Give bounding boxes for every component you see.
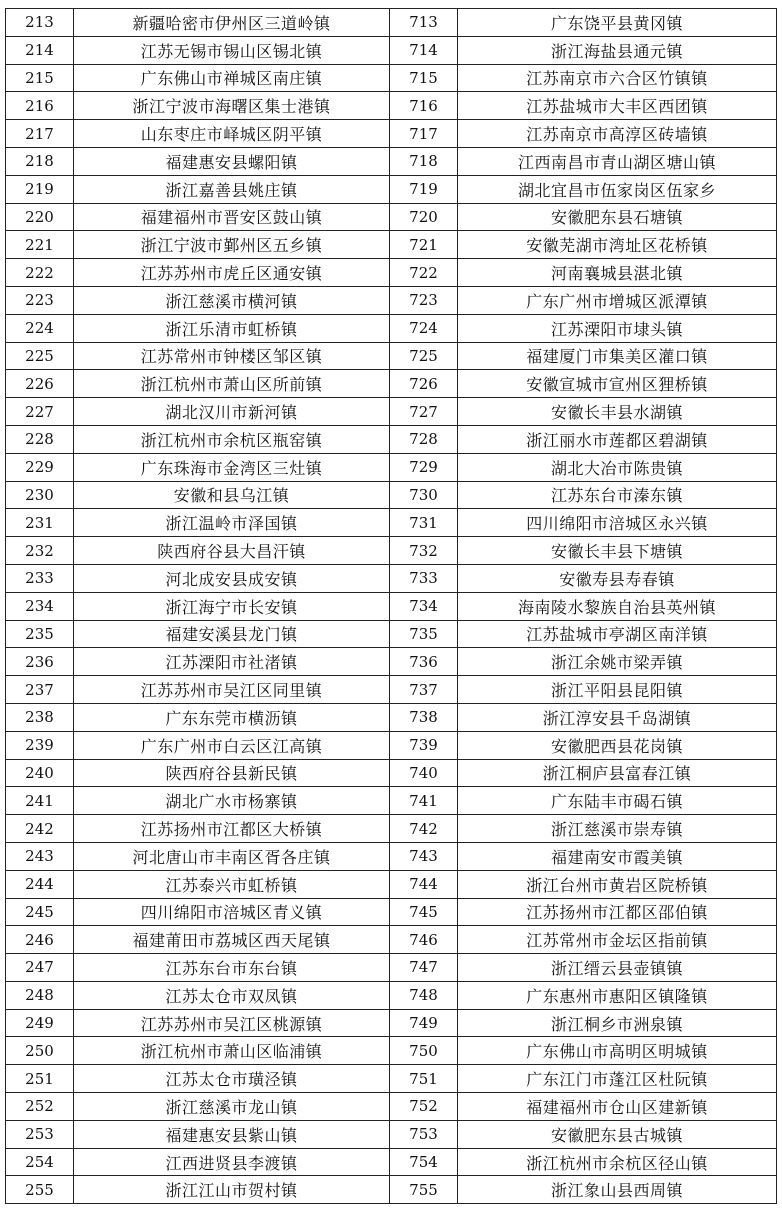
right-town-name-cell: 江苏溧阳市埭头镇 [458,314,777,342]
table-row [6,481,777,509]
right-town-name-cell: 湖北大冶市陈贵镇 [458,453,777,481]
left-rank-cell: 220 [6,203,74,231]
left-rank-cell: 255 [6,1176,74,1204]
left-rank-cell: 246 [6,926,74,954]
left-town-name-cell: 广东东莞市横沥镇 [74,703,390,731]
left-rank-cell: 213 [6,9,74,37]
right-rank-cell: 727 [390,398,458,426]
left-town-name-cell: 浙江温岭市泽国镇 [74,509,390,537]
right-rank-cell: 739 [390,731,458,759]
right-rank-cell: 725 [390,342,458,370]
left-town-name-cell: 福建惠安县螺阳镇 [74,147,390,175]
right-rank-cell: 747 [390,954,458,982]
table-row [6,648,777,676]
table-row [6,36,777,64]
table-row [6,731,777,759]
left-town-name-cell: 浙江杭州市萧山区所前镇 [74,370,390,398]
left-rank-cell: 236 [6,648,74,676]
right-rank-cell: 724 [390,314,458,342]
right-rank-cell: 716 [390,92,458,120]
left-rank-cell: 245 [6,898,74,926]
right-rank-cell: 729 [390,453,458,481]
left-town-name-cell: 福建莆田市荔城区西天尾镇 [74,926,390,954]
left-rank-cell: 217 [6,120,74,148]
right-town-name-cell: 江苏南京市高淳区砖墙镇 [458,120,777,148]
table-row [6,842,777,870]
right-town-name-cell: 浙江慈溪市崇寿镇 [458,815,777,843]
right-rank-cell: 714 [390,36,458,64]
right-town-name-cell: 江苏常州市金坛区指前镇 [458,926,777,954]
left-town-name-cell: 福建安溪县龙门镇 [74,620,390,648]
table-row [6,64,777,92]
right-rank-cell: 721 [390,231,458,259]
right-rank-cell: 728 [390,425,458,453]
left-town-name-cell: 江苏苏州市吴江区同里镇 [74,676,390,704]
table-row [6,509,777,537]
left-town-name-cell: 江苏苏州市吴江区桃源镇 [74,1009,390,1037]
left-rank-cell: 233 [6,564,74,592]
right-rank-cell: 722 [390,259,458,287]
left-rank-cell: 229 [6,453,74,481]
left-town-name-cell: 江苏无锡市锡山区锡北镇 [74,36,390,64]
left-rank-cell: 215 [6,64,74,92]
right-rank-cell: 719 [390,175,458,203]
table-row [6,314,777,342]
table-row [6,259,777,287]
table-row [6,425,777,453]
left-rank-cell: 218 [6,147,74,175]
left-rank-cell: 227 [6,398,74,426]
right-town-name-cell: 广东陆丰市碣石镇 [458,787,777,815]
right-rank-cell: 736 [390,648,458,676]
right-town-name-cell: 浙江缙云县壶镇镇 [458,954,777,982]
right-town-name-cell: 四川绵阳市涪城区永兴镇 [458,509,777,537]
left-rank-cell: 222 [6,259,74,287]
left-rank-cell: 253 [6,1120,74,1148]
table-row [6,370,777,398]
right-rank-cell: 755 [390,1176,458,1204]
left-town-name-cell: 广东佛山市禅城区南庄镇 [74,64,390,92]
left-town-name-cell: 四川绵阳市涪城区青义镇 [74,898,390,926]
right-town-name-cell: 浙江海盐县通元镇 [458,36,777,64]
left-town-name-cell: 江苏太仓市双凤镇 [74,981,390,1009]
right-town-name-cell: 福建福州市仓山区建新镇 [458,1093,777,1121]
left-town-name-cell: 浙江慈溪市龙山镇 [74,1093,390,1121]
right-town-name-cell: 江西南昌市青山湖区塘山镇 [458,147,777,175]
right-rank-cell: 733 [390,564,458,592]
left-rank-cell: 252 [6,1093,74,1121]
right-town-name-cell: 海南陵水黎族自治县英州镇 [458,592,777,620]
table-row [6,120,777,148]
right-rank-cell: 750 [390,1037,458,1065]
left-town-name-cell: 浙江江山市贺村镇 [74,1176,390,1204]
left-town-name-cell: 浙江宁波市海曙区集士港镇 [74,92,390,120]
right-rank-cell: 753 [390,1120,458,1148]
right-town-name-cell: 江苏扬州市江都区邵伯镇 [458,898,777,926]
right-rank-cell: 742 [390,815,458,843]
left-town-name-cell: 浙江乐清市虹桥镇 [74,314,390,342]
right-town-name-cell: 福建厦门市集美区灌口镇 [458,342,777,370]
table-row [6,592,777,620]
left-town-name-cell: 江苏泰兴市虹桥镇 [74,870,390,898]
table-row [6,231,777,259]
left-town-name-cell: 江苏溧阳市社渚镇 [74,648,390,676]
right-town-name-cell: 浙江平阳县昆阳镇 [458,676,777,704]
left-town-name-cell: 陕西府谷县新民镇 [74,759,390,787]
right-town-name-cell: 浙江杭州市余杭区径山镇 [458,1148,777,1176]
left-rank-cell: 235 [6,620,74,648]
left-town-name-cell: 福建惠安县紫山镇 [74,1120,390,1148]
left-town-name-cell: 江苏常州市钟楼区邹区镇 [74,342,390,370]
right-rank-cell: 754 [390,1148,458,1176]
table-row [6,453,777,481]
table-row [6,787,777,815]
town-ranking-table [5,8,777,1204]
right-rank-cell: 748 [390,981,458,1009]
left-rank-cell: 230 [6,481,74,509]
left-town-name-cell: 陕西府谷县大昌汗镇 [74,537,390,565]
table-row [6,398,777,426]
left-rank-cell: 214 [6,36,74,64]
right-rank-cell: 744 [390,870,458,898]
right-town-name-cell: 广东广州市增城区派潭镇 [458,286,777,314]
left-rank-cell: 249 [6,1009,74,1037]
right-rank-cell: 730 [390,481,458,509]
table-row [6,870,777,898]
right-rank-cell: 746 [390,926,458,954]
right-town-name-cell: 安徽芜湖市湾址区花桥镇 [458,231,777,259]
right-rank-cell: 720 [390,203,458,231]
right-town-name-cell: 浙江淳安县千岛湖镇 [458,703,777,731]
left-town-name-cell: 江苏东台市东台镇 [74,954,390,982]
left-town-name-cell: 湖北广水市杨寨镇 [74,787,390,815]
left-town-name-cell: 浙江嘉善县姚庄镇 [74,175,390,203]
table-row [6,564,777,592]
right-town-name-cell: 湖北宜昌市伍家岗区伍家乡 [458,175,777,203]
right-town-name-cell: 浙江桐乡市洲泉镇 [458,1009,777,1037]
right-rank-cell: 715 [390,64,458,92]
right-town-name-cell: 广东江门市蓬江区杜阮镇 [458,1065,777,1093]
right-town-name-cell: 江苏南京市六合区竹镇镇 [458,64,777,92]
table-row [6,954,777,982]
right-town-name-cell: 安徽长丰县下塘镇 [458,537,777,565]
table-row [6,1120,777,1148]
left-rank-cell: 238 [6,703,74,731]
right-town-name-cell: 浙江余姚市梁弄镇 [458,648,777,676]
left-rank-cell: 234 [6,592,74,620]
table-row [6,1065,777,1093]
right-town-name-cell: 浙江丽水市莲都区碧湖镇 [458,425,777,453]
right-rank-cell: 717 [390,120,458,148]
table-row [6,926,777,954]
left-town-name-cell: 河北成安县成安镇 [74,564,390,592]
left-rank-cell: 228 [6,425,74,453]
table-row [6,1009,777,1037]
right-rank-cell: 723 [390,286,458,314]
right-rank-cell: 734 [390,592,458,620]
left-rank-cell: 240 [6,759,74,787]
right-town-name-cell: 安徽寿县寿春镇 [458,564,777,592]
left-town-name-cell: 浙江宁波市鄞州区五乡镇 [74,231,390,259]
right-rank-cell: 726 [390,370,458,398]
right-town-name-cell: 安徽肥西县花岗镇 [458,731,777,759]
table-row [6,147,777,175]
right-rank-cell: 713 [390,9,458,37]
left-rank-cell: 239 [6,731,74,759]
right-rank-cell: 743 [390,842,458,870]
left-rank-cell: 232 [6,537,74,565]
right-town-name-cell: 安徽肥东县石塘镇 [458,203,777,231]
right-town-name-cell: 广东佛山市高明区明城镇 [458,1037,777,1065]
right-rank-cell: 738 [390,703,458,731]
table-row [6,537,777,565]
left-rank-cell: 224 [6,314,74,342]
left-town-name-cell: 浙江海宁市长安镇 [74,592,390,620]
right-town-name-cell: 安徽长丰县水湖镇 [458,398,777,426]
right-town-name-cell: 江苏盐城市亭湖区南洋镇 [458,620,777,648]
left-town-name-cell: 新疆哈密市伊州区三道岭镇 [74,9,390,37]
right-town-name-cell: 江苏东台市溱东镇 [458,481,777,509]
table-row [6,703,777,731]
table-row [6,759,777,787]
right-town-name-cell: 广东惠州市惠阳区镇隆镇 [458,981,777,1009]
left-town-name-cell: 江西进贤县李渡镇 [74,1148,390,1176]
right-rank-cell: 740 [390,759,458,787]
left-rank-cell: 231 [6,509,74,537]
left-rank-cell: 251 [6,1065,74,1093]
left-town-name-cell: 浙江慈溪市横河镇 [74,286,390,314]
left-town-name-cell: 湖北汉川市新河镇 [74,398,390,426]
right-town-name-cell: 浙江象山县西周镇 [458,1176,777,1204]
left-town-name-cell: 福建福州市晋安区鼓山镇 [74,203,390,231]
table-row [6,286,777,314]
table-row [6,175,777,203]
left-town-name-cell: 江苏苏州市虎丘区通安镇 [74,259,390,287]
right-town-name-cell: 河南襄城县湛北镇 [458,259,777,287]
left-rank-cell: 242 [6,815,74,843]
left-rank-cell: 247 [6,954,74,982]
left-rank-cell: 226 [6,370,74,398]
left-rank-cell: 219 [6,175,74,203]
left-town-name-cell: 江苏扬州市江都区大桥镇 [74,815,390,843]
left-rank-cell: 244 [6,870,74,898]
left-town-name-cell: 江苏太仓市璜泾镇 [74,1065,390,1093]
table-row [6,9,777,37]
left-rank-cell: 254 [6,1148,74,1176]
table-row [6,203,777,231]
left-town-name-cell: 河北唐山市丰南区胥各庄镇 [74,842,390,870]
table-row [6,815,777,843]
right-rank-cell: 735 [390,620,458,648]
table-row [6,92,777,120]
right-town-name-cell: 福建南安市霞美镇 [458,842,777,870]
right-town-name-cell: 广东饶平县黄冈镇 [458,9,777,37]
left-town-name-cell: 山东枣庄市峄城区阴平镇 [74,120,390,148]
left-rank-cell: 216 [6,92,74,120]
table-row [6,981,777,1009]
right-rank-cell: 718 [390,147,458,175]
left-rank-cell: 237 [6,676,74,704]
right-town-name-cell: 安徽宣城市宣州区狸桥镇 [458,370,777,398]
left-rank-cell: 248 [6,981,74,1009]
left-town-name-cell: 浙江杭州市萧山区临浦镇 [74,1037,390,1065]
right-rank-cell: 745 [390,898,458,926]
table-body [6,9,777,1204]
right-rank-cell: 752 [390,1093,458,1121]
left-town-name-cell: 广东广州市白云区江高镇 [74,731,390,759]
left-rank-cell: 225 [6,342,74,370]
left-rank-cell: 223 [6,286,74,314]
right-town-name-cell: 浙江桐庐县富春江镇 [458,759,777,787]
right-town-name-cell: 江苏盐城市大丰区西团镇 [458,92,777,120]
left-rank-cell: 221 [6,231,74,259]
table-row [6,620,777,648]
left-town-name-cell: 浙江杭州市余杭区瓶窑镇 [74,425,390,453]
right-rank-cell: 731 [390,509,458,537]
left-rank-cell: 241 [6,787,74,815]
right-rank-cell: 737 [390,676,458,704]
left-town-name-cell: 安徽和县乌江镇 [74,481,390,509]
table-row [6,1148,777,1176]
table-row [6,676,777,704]
table-row [6,1176,777,1204]
right-rank-cell: 749 [390,1009,458,1037]
left-rank-cell: 243 [6,842,74,870]
table-row [6,1037,777,1065]
right-rank-cell: 751 [390,1065,458,1093]
right-rank-cell: 732 [390,537,458,565]
table-row [6,1093,777,1121]
table-row [6,898,777,926]
left-town-name-cell: 广东珠海市金湾区三灶镇 [74,453,390,481]
left-rank-cell: 250 [6,1037,74,1065]
table-row [6,342,777,370]
right-town-name-cell: 浙江台州市黄岩区院桥镇 [458,870,777,898]
right-town-name-cell: 安徽肥东县古城镇 [458,1120,777,1148]
right-rank-cell: 741 [390,787,458,815]
